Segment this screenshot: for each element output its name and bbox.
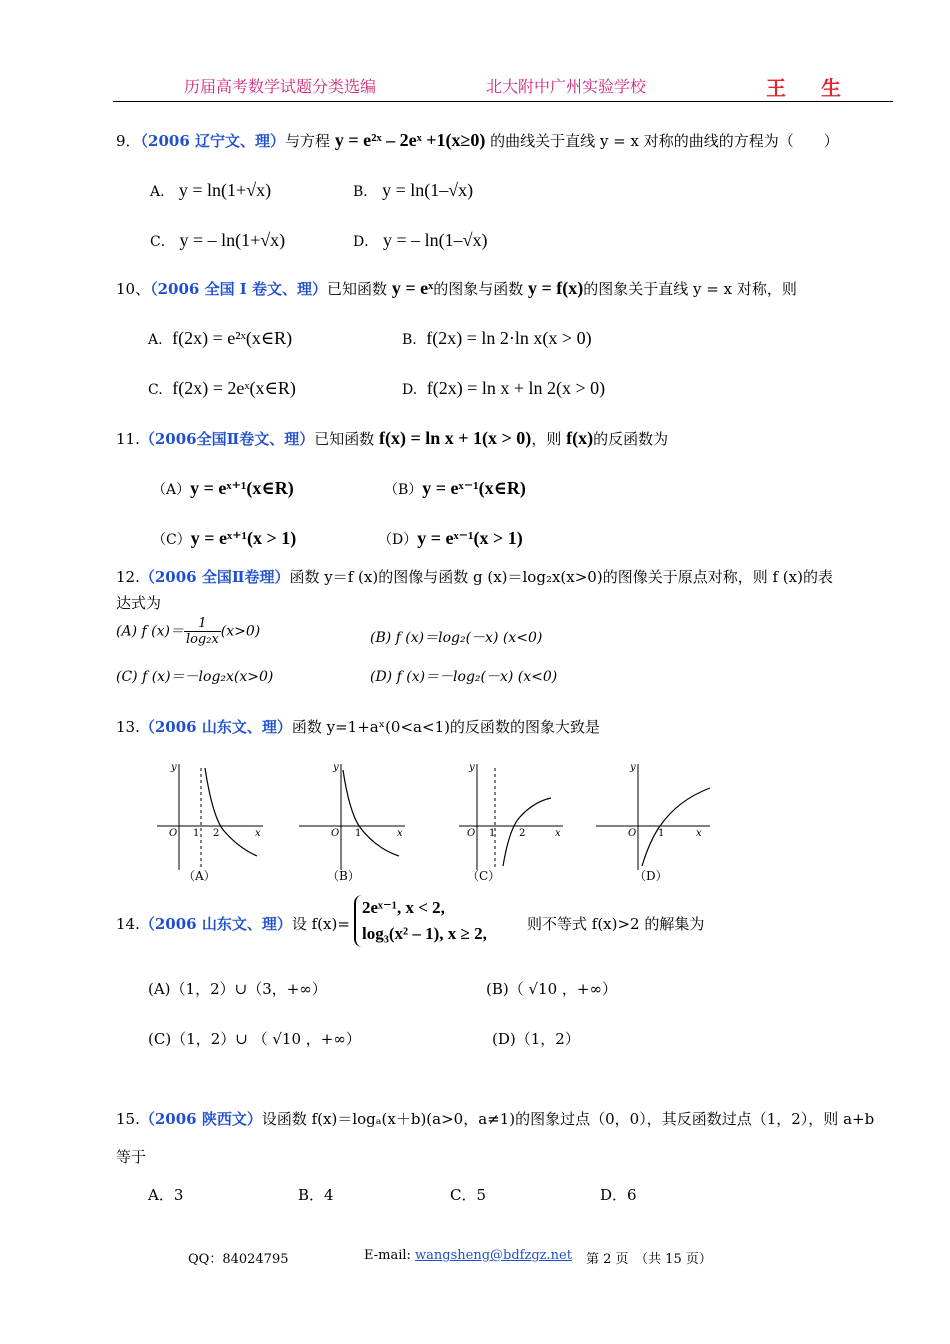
graph-d-x-label: x	[696, 828, 702, 839]
q10-source: （2006 全国 I 卷文、理）	[150, 280, 328, 298]
q11-b-text: y = eˣ⁻¹(x∈R)	[422, 478, 526, 498]
q12-option-a	[116, 616, 260, 647]
header-author: 王 生	[766, 76, 855, 100]
q10-d-label: D.	[402, 382, 418, 398]
footer-qq: QQ：84024795	[188, 1252, 289, 1267]
q12-a-numerator: 1	[184, 616, 221, 632]
q10-c-text: f(2x) = 2eˣ(x∈R)	[172, 378, 296, 398]
graph-c-tick-2: 2	[519, 828, 526, 839]
question-10	[116, 278, 797, 299]
q15-option-a: A．3	[148, 1186, 184, 1204]
q14-option-d: (D)（1，2）	[492, 1030, 580, 1048]
footer-email-link[interactable]: wangsheng@bdfzgz.net	[415, 1248, 572, 1263]
q15-option-d: D．6	[600, 1186, 637, 1204]
q10-b-label: B.	[402, 332, 417, 348]
q14-option-c: (C)（1，2）∪ （ √10 ，+∞）	[148, 1030, 361, 1048]
q11-text-a: 已知函数	[314, 430, 375, 448]
q11-c-text: y = eˣ⁺¹(x > 1)	[190, 528, 297, 548]
q15-number: 15.	[116, 1110, 140, 1128]
q13-text: 函数 y=1+aˣ(0<a<1)的反函数的图象大致是	[291, 718, 600, 736]
q12-source: （2006 全国Ⅱ卷理）	[139, 568, 290, 586]
graph-a-y-label: y	[171, 762, 177, 773]
q10-eq1: y = eˣ	[391, 278, 434, 298]
q14-option-b: (B)（ √10 ，+∞）	[486, 980, 617, 998]
graph-b-curve	[343, 770, 399, 856]
graph-c-curve	[503, 798, 551, 866]
q13-number: 13.	[116, 718, 140, 736]
graph-c-y-label: y	[469, 762, 475, 773]
graph-a-label: （A）	[183, 869, 216, 883]
q10-text-c: 的图象关于直线 y = x 对称，则	[583, 280, 797, 298]
q11-eq: f(x) = ln x + 1(x > 0)	[379, 428, 532, 448]
q14-piecewise	[354, 895, 487, 947]
q11-source: （2006全国Ⅱ卷文、理）	[139, 430, 315, 448]
q10-option-a	[148, 328, 292, 349]
q14-piecewise-brace	[354, 895, 487, 947]
q15-option-c: C．5	[450, 1186, 487, 1204]
q10-d-text: f(2x) = ln x + ln 2(x > 0)	[426, 378, 606, 398]
graph-d-y-label: y	[630, 762, 636, 773]
q10-option-c	[148, 378, 296, 399]
q9-number: 9．	[116, 132, 141, 150]
q10-option-d	[402, 378, 605, 399]
q11-c-label: （C）	[152, 532, 191, 548]
graph-a	[153, 760, 265, 886]
question-13	[116, 716, 600, 737]
q10-a-text: f(2x) = e²ˣ(x∈R)	[172, 328, 293, 348]
q10-b-text: f(2x) = ln 2·ln x(x > 0)	[426, 328, 592, 348]
q11-text-c: 的反函数为	[593, 430, 669, 448]
q9-b-label: B．	[353, 184, 378, 200]
graph-d-tick-1: 1	[658, 828, 665, 839]
q10-option-b	[402, 328, 592, 349]
q11-text-b: ，则	[531, 430, 562, 448]
graph-b	[295, 760, 410, 886]
q9-a-text: y = ln(1+√x)	[178, 180, 272, 200]
question-11	[116, 428, 668, 449]
q11-option-c	[152, 528, 296, 549]
question-14	[116, 913, 350, 934]
graph-a-curve	[205, 768, 257, 856]
graph-d	[592, 760, 717, 886]
q15-source: （2006 陕西文）	[139, 1110, 262, 1128]
q10-a-label: A.	[148, 332, 163, 348]
q12-text-b: 达式为	[116, 594, 162, 612]
q15-text-a: 设函数 f(x)＝logₐ(x＋b)(a>0，a≠1)的图象过点（0，0），其反函数过点（1，2），则 a+b	[261, 1110, 875, 1128]
graph-a-x-label: x	[255, 828, 261, 839]
q9-text-a: 与方程	[285, 132, 331, 150]
q11-number: 11.	[116, 430, 140, 448]
graph-b-label: （B）	[327, 869, 360, 883]
q13-source: （2006 山东文、理）	[139, 718, 292, 736]
q14-piece-1: 2eˣ⁻¹, x < 2,	[362, 898, 445, 917]
q10-text-a: 已知函数	[327, 280, 388, 298]
q15-text-b: 等于	[116, 1148, 147, 1166]
q12-option-c: (C) f (x)＝－log₂x(x>0)	[116, 669, 274, 685]
q9-c-label: C．	[150, 234, 175, 250]
q14-text-b: 则不等式 f(x)>2 的解集为	[527, 915, 705, 933]
q9-option-c	[150, 230, 285, 251]
graph-d-origin: O	[628, 828, 637, 839]
q10-c-label: C.	[148, 382, 163, 398]
question-15	[116, 1108, 874, 1129]
q12-a-fraction	[184, 616, 221, 647]
graph-b-x-label: x	[397, 828, 403, 839]
footer-page: 第 2 页 （共 15 页）	[586, 1252, 712, 1267]
q9-equation: y = e²ˣ – 2eˣ +1(x≥0)	[334, 130, 486, 150]
q14-text-a: 设 f(x)=	[291, 915, 350, 933]
q11-option-b	[384, 478, 526, 499]
footer-email	[364, 1248, 572, 1263]
header-title: 历届高考数学试题分类选编	[184, 77, 377, 96]
q11-a-text: y = eˣ⁺¹(x∈R)	[190, 478, 294, 498]
q12-a-label: (A) f (x)＝	[116, 623, 184, 640]
q9-c-text: y = – ln(1+√x)	[179, 230, 286, 250]
graph-a-origin: O	[169, 828, 178, 839]
question-9	[116, 130, 839, 151]
graph-a-tick-1: 1	[193, 828, 200, 839]
q12-option-d: (D) f (x)＝－log₂(－x) (x<0)	[370, 669, 558, 685]
q9-source: （2006 辽宁文、理）	[140, 132, 286, 150]
graph-b-tick-1: 1	[355, 828, 362, 839]
q11-option-a	[152, 478, 294, 499]
q11-b-label: （B）	[384, 482, 423, 498]
q15-option-b: B．4	[298, 1186, 334, 1204]
q11-eq2: f(x)	[566, 428, 594, 448]
q9-option-b	[353, 180, 473, 201]
q10-text-b: 的图象与函数	[433, 280, 524, 298]
question-12	[116, 566, 833, 587]
q12-a-denominator: log₂x	[185, 632, 219, 647]
q14-number: 14.	[116, 915, 140, 933]
q11-d-text: y = eˣ⁻¹(x > 1)	[417, 528, 523, 548]
q10-eq2: y = f(x)	[528, 278, 584, 298]
q12-a-condition: (x>0)	[220, 623, 261, 640]
graph-c-label: （C）	[467, 869, 501, 883]
q9-b-text: y = ln(1–√x)	[382, 180, 474, 200]
q14-piece-2: log₃(x² – 1), x ≥ 2,	[362, 924, 487, 943]
graph-b-origin: O	[331, 828, 340, 839]
graph-b-y-label: y	[333, 762, 339, 773]
q9-option-d	[353, 230, 488, 251]
q14-option-a: (A)（1，2）∪（3，+∞）	[148, 980, 327, 998]
q9-d-label: D．	[353, 234, 379, 250]
q9-d-text: y = – ln(1–√x)	[383, 230, 488, 250]
header-school: 北大附中广州实验学校	[486, 77, 647, 96]
graph-d-curve	[642, 788, 710, 866]
q11-a-label: （A）	[152, 482, 191, 498]
q14-source: （2006 山东文、理）	[139, 915, 292, 933]
graph-c-tick-1: 1	[489, 828, 496, 839]
q12-option-b: (B) f (x)＝log₂(－x) (x<0)	[370, 630, 543, 646]
q9-a-label: A．	[150, 184, 175, 200]
q12-number: 12.	[116, 568, 140, 586]
graph-c	[455, 760, 567, 886]
q10-number: 10、	[116, 280, 151, 298]
footer-email-label: E-mail:	[364, 1248, 416, 1263]
graph-d-label: （D）	[634, 869, 668, 883]
graph-a-tick-2: 2	[213, 828, 220, 839]
graph-c-x-label: x	[555, 828, 561, 839]
q11-d-label: （D）	[378, 532, 418, 548]
q11-option-d	[378, 528, 523, 549]
header-rule	[113, 101, 893, 102]
q9-text-b: 的曲线关于直线 y = x 对称的曲线的方程为（ ）	[490, 132, 839, 150]
q12-text-a: 函数 y＝f (x)的图像与函数 g (x)＝log₂x(x>0)的图像关于原点对称，则 f (x)的表	[289, 568, 833, 586]
graph-c-origin: O	[467, 828, 476, 839]
q9-option-a	[150, 180, 271, 201]
